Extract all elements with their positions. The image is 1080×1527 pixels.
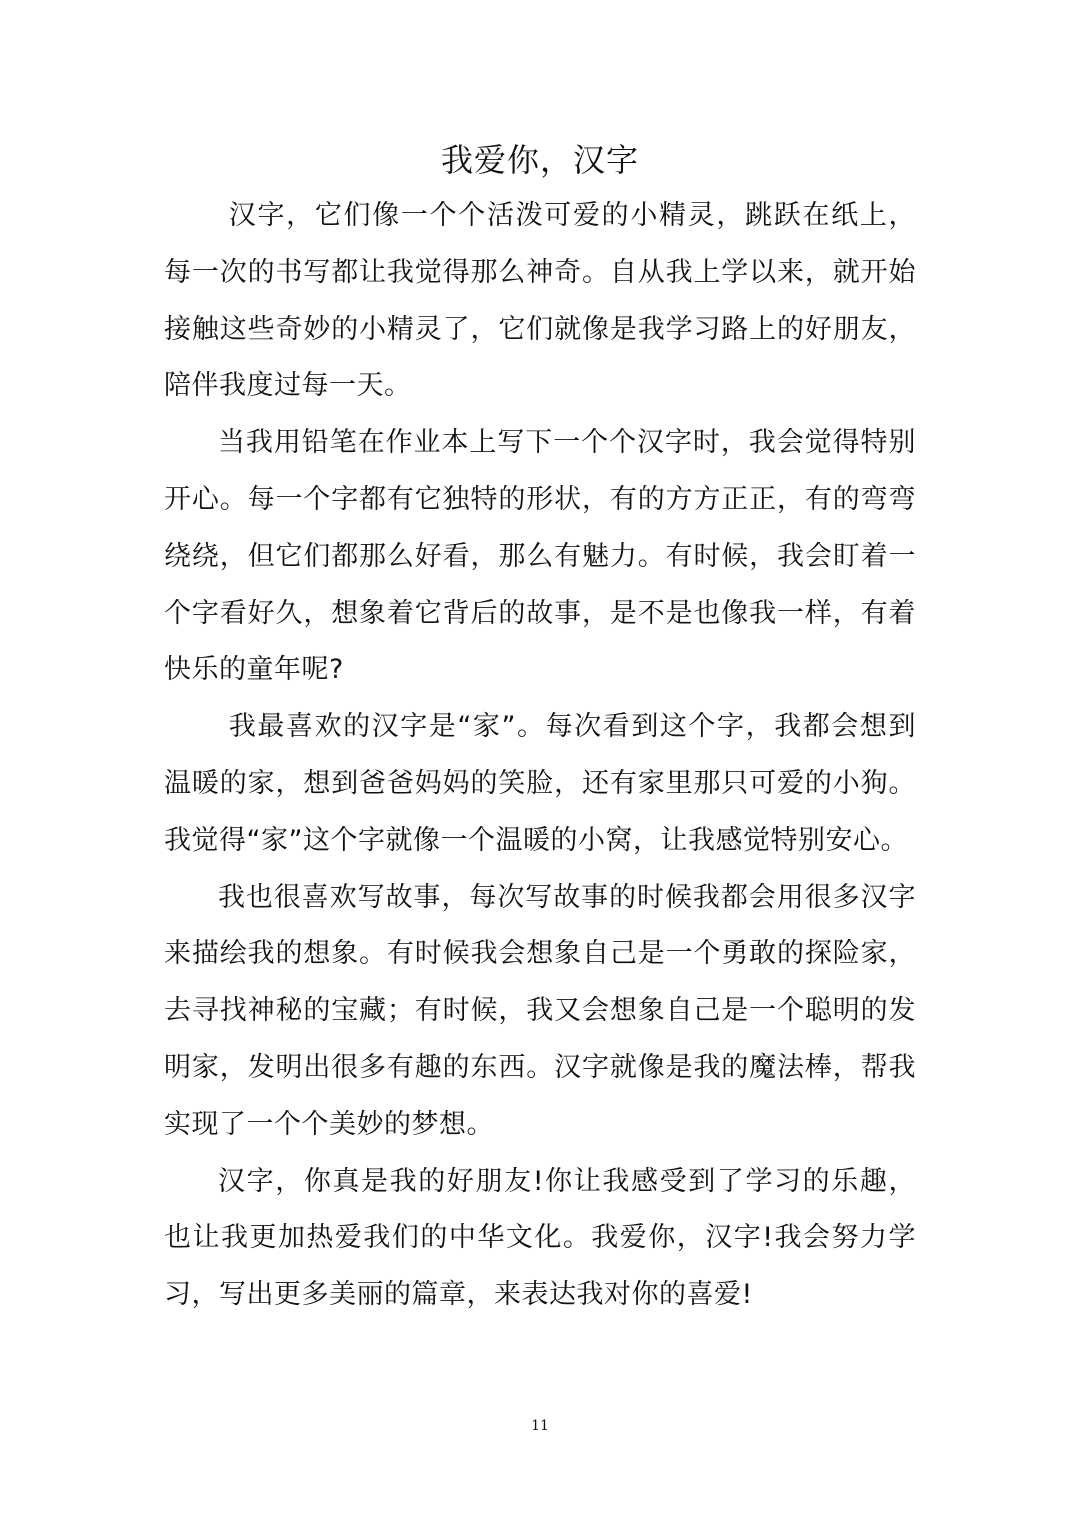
paragraph-5: 汉字，你真是我的好朋友!你让我感受到了学习的乐趣，也让我更加热爱我们的中华文化。我爱你，汉字!我会努力学习，写出更多美丽的篇章，来表达我对你的喜爱! <box>164 1165 916 1311</box>
paragraph-1: 汉字，它们像一个个活泼可爱的小精灵，跳跃在纸上，每一次的书写都让我觉得那么神奇。自从我上学以来，就开始接触这些奇妙的小精灵了，它们就像是我学习路上的好朋友，陪伴我度过每一天。 <box>164 200 916 402</box>
page-number: 11 <box>531 1418 549 1434</box>
essay-body <box>164 188 916 1324</box>
paragraph-4: 我也很喜欢写故事，每次写故事的时候我都会用很多汉字来描绘我的想象。有时候我会想象自己是一个勇敢的探险家，去寻找神秘的宝藏；有时候，我又会想象自己是一个聪明的发明家，发明出很多有趣的东西。汉字就像是我的魔法棒，帮我实现了一个个美妙的梦想。 <box>164 881 916 1140</box>
paragraph-2: 当我用铅笔在作业本上写下一个个汉字时，我会觉得特别开心。每一个字都有它独特的形状，有的方方正正，有的弯弯绕绕，但它们都那么好看，那么有魅力。有时候，我会盯着一个字看好久，想象着它背后的故事，是不是也像我一样，有着快乐的童年呢? <box>164 427 916 686</box>
page-title: 我爱你，汉字 <box>440 141 639 179</box>
paragraph-3: 我最喜欢的汉字是“家”。每次看到这个字，我都会想到温暖的家，想到爸爸妈妈的笑脸，还有家里那只可爱的小狗。我觉得“家”这个字就像一个温暖的小窝，让我感觉特别安心。 <box>164 711 916 856</box>
